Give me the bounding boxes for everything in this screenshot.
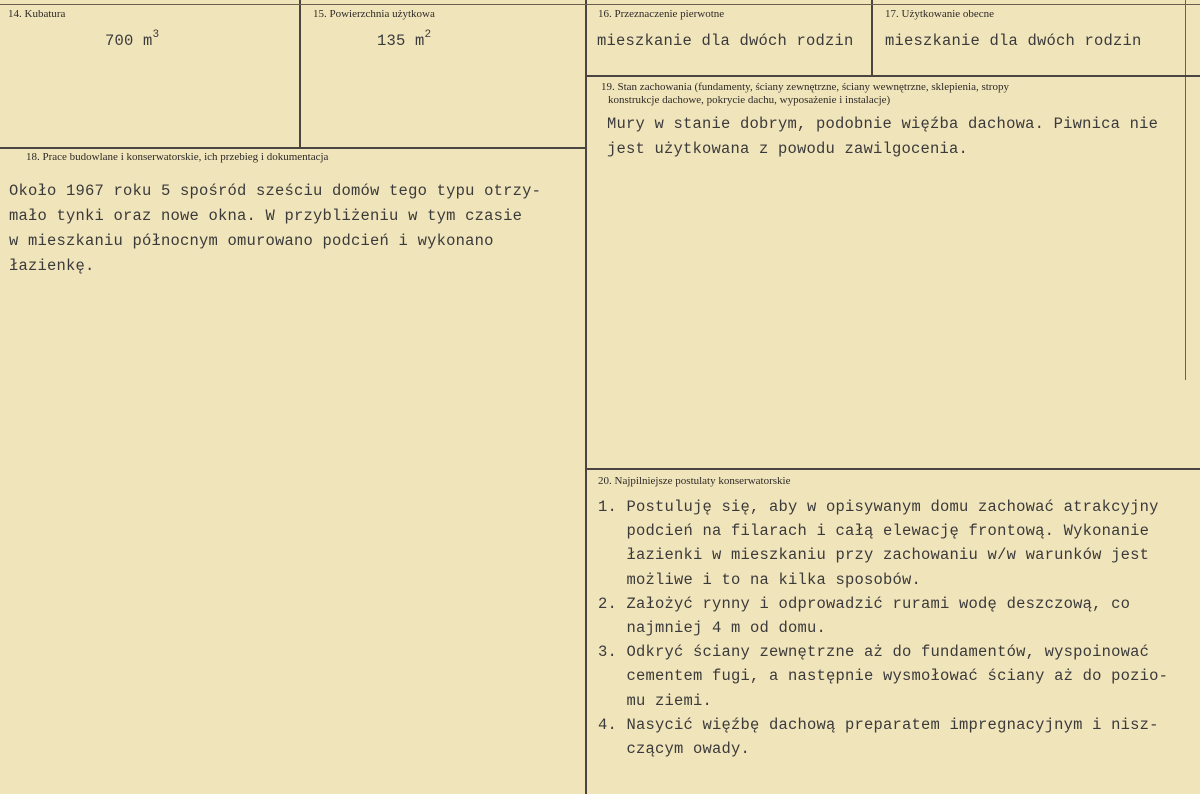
- field-20-label: 20. Najpilniejsze postulaty konserwatorskie: [598, 475, 791, 487]
- field-19-text: [607, 112, 1158, 162]
- postulat-line: podcień na filarach i całą elewację frontową. Wykonanie: [598, 522, 1150, 541]
- field-16-value: mieszkanie dla dwóch rodzin: [597, 32, 854, 50]
- field-17-value: mieszkanie dla dwóch rodzin: [885, 32, 1142, 50]
- divider-v-14-15: [299, 0, 301, 148]
- postulat-item-3: [598, 640, 1168, 713]
- postulat-line: czącym owady.: [598, 740, 751, 759]
- powierzchnia-value: 135 m: [377, 32, 425, 50]
- postulat-line: najmniej 4 m od domu.: [598, 619, 827, 638]
- field-19-line: Mury w stanie dobrym, podobnie więźba dachowa. Piwnica nie: [607, 115, 1159, 133]
- postulat-item-2: [598, 592, 1168, 640]
- field-18-line: Około 1967 roku 5 spośród sześciu domów tego typu otrzy-: [9, 182, 542, 200]
- postulat-item-4: [598, 713, 1168, 761]
- divider-v-16-17: [871, 0, 873, 76]
- kubatura-exponent: 3: [152, 29, 160, 41]
- postulat-line: 3. Odkryć ściany zewnętrzne aż do fundamentów, wyspoinować: [598, 643, 1150, 662]
- field-19-label-line1: 19. Stan zachowania (fundamenty, ściany zewnętrzne, ściany wewnętrzne, sklepienia, stropy: [601, 81, 1009, 93]
- field-18-line: mało tynki oraz nowe okna. W przybliżeniu w tym czasie: [9, 207, 523, 225]
- postulat-line: 4. Nasycić więźbę dachową preparatem impregnacyjnym i nisz-: [598, 715, 1159, 734]
- postulat-line: 2. Założyć rynny i odprowadzić rurami wodę deszczową, co: [598, 594, 1131, 613]
- field-19-label-line2: konstrukcje dachowe, pokrycie dachu, wyposażenie i instalacje): [608, 94, 891, 106]
- field-15-label: 15. Powierzchnia użytkowa: [313, 8, 435, 20]
- field-18-text: [9, 179, 541, 279]
- postulat-line: łazienki w mieszkaniu przy zachowaniu w/w warunków jest: [598, 546, 1150, 565]
- divider-h-top: [0, 4, 1200, 5]
- postulat-line: cementem fugi, a następnie wysmołować ściany aż do pozio-: [598, 667, 1169, 686]
- postulat-line: 1. Postuluję się, aby w opisywanym domu zachować atrakcyjny: [598, 498, 1159, 516]
- field-18-line: w mieszkaniu północnym omurowano podcień i wykonano: [9, 232, 494, 250]
- field-16-label: 16. Przeznaczenie pierwotne: [598, 8, 725, 20]
- field-19-line: jest użytkowana z powodu zawilgocenia.: [607, 140, 969, 158]
- postulat-line: możliwe i to na kilka sposobów.: [598, 570, 922, 589]
- divider-h-16-19: [587, 75, 1200, 77]
- powierzchnia-exponent: 2: [424, 29, 432, 41]
- field-15-value: [377, 29, 432, 50]
- divider-v-main: [585, 0, 587, 794]
- field-18-label: 18. Prace budowlane i konserwatorskie, ich przebieg i dokumentacja: [26, 151, 329, 163]
- divider-v-right-edge: [1185, 0, 1186, 380]
- postulat-line: mu ziemi.: [598, 691, 713, 710]
- divider-h-18: [0, 147, 587, 149]
- field-17-label: 17. Użytkowanie obecne: [885, 8, 995, 20]
- field-18-line: łazienkę.: [9, 257, 95, 275]
- kubatura-value: 700 m: [105, 32, 153, 50]
- divider-h-19-20: [587, 468, 1200, 470]
- field-14-label: 14. Kubatura: [8, 8, 66, 20]
- field-20-list: [598, 495, 1168, 761]
- field-19-label: [601, 81, 1009, 107]
- postulat-item-1: [598, 495, 1168, 592]
- field-14-value: [105, 29, 160, 50]
